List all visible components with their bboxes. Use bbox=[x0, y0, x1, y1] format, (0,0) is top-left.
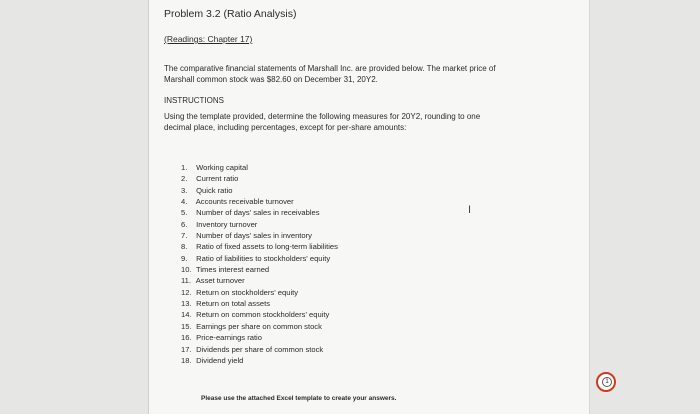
measure-item bbox=[181, 309, 338, 320]
measure-text: Ratio of fixed assets to long-term liabilities bbox=[196, 242, 338, 252]
measure-text: Inventory turnover bbox=[196, 219, 258, 229]
measure-text: Earnings per share on common stock bbox=[196, 321, 322, 331]
measure-text: Return on common stockholders' equity bbox=[196, 310, 330, 320]
measure-text: Return on total assets bbox=[196, 299, 270, 309]
measure-item bbox=[181, 219, 338, 230]
measure-number: 12. bbox=[181, 287, 192, 297]
measure-text: Current ratio bbox=[196, 174, 239, 184]
measure-number: 16. bbox=[181, 333, 192, 343]
measure-number: 11. bbox=[181, 276, 191, 286]
document-page bbox=[148, 0, 590, 414]
page-badge-button[interactable] bbox=[596, 372, 616, 392]
measure-text: Return on stockholders' equity bbox=[196, 287, 299, 297]
measure-number: 2. bbox=[181, 174, 188, 184]
measure-number: 6. bbox=[181, 219, 188, 229]
measure-text: Number of days' sales in receivables bbox=[196, 208, 320, 218]
measure-text: Dividend yield bbox=[196, 355, 244, 365]
measure-text: Asset turnover bbox=[195, 276, 245, 286]
measure-number: 10. bbox=[181, 265, 192, 275]
badge-number: 1 bbox=[602, 377, 612, 387]
intro-paragraph bbox=[164, 63, 564, 85]
measure-item bbox=[181, 162, 338, 173]
measure-item bbox=[181, 332, 338, 343]
measure-number: 1. bbox=[181, 163, 188, 172]
measure-number: 7. bbox=[181, 231, 188, 241]
intro-line-2: Marshall common stock was $82.60 on December 31, 20Y2. bbox=[164, 75, 378, 84]
measure-item bbox=[181, 321, 338, 332]
measure-item bbox=[181, 185, 338, 196]
measures-list bbox=[181, 162, 338, 366]
measure-number: 17. bbox=[181, 344, 192, 354]
measure-number: 9. bbox=[181, 253, 188, 263]
measure-number: 5. bbox=[181, 208, 188, 218]
measure-number: 13. bbox=[181, 299, 192, 309]
measure-text: Dividends per share of common stock bbox=[196, 344, 324, 354]
instructions-line-2: decimal place, including percentages, except for per-share amounts: bbox=[164, 123, 407, 132]
measure-item bbox=[181, 344, 338, 355]
measure-number: 15. bbox=[181, 321, 192, 331]
measure-item bbox=[181, 230, 338, 241]
measure-item bbox=[181, 196, 338, 207]
measure-number: 18. bbox=[181, 355, 192, 365]
measure-item bbox=[181, 355, 338, 366]
measure-item bbox=[181, 207, 338, 218]
measure-item bbox=[181, 173, 338, 184]
measure-item bbox=[181, 241, 338, 252]
measure-item bbox=[181, 298, 338, 309]
intro-line-1: The comparative financial statements of Marshall Inc. are provided below. The market price of bbox=[164, 64, 496, 73]
excel-template-note: Please use the attached Excel template to create your answers. bbox=[201, 395, 397, 402]
page-title: Problem 3.2 (Ratio Analysis) bbox=[164, 8, 297, 20]
measure-number: 3. bbox=[181, 185, 188, 195]
instructions-line-1: Using the template provided, determine the following measures for 20Y2, rounding to one bbox=[164, 112, 481, 121]
measure-number: 4. bbox=[181, 197, 188, 207]
instructions-paragraph bbox=[164, 111, 564, 133]
instructions-heading: INSTRUCTIONS bbox=[164, 96, 224, 105]
measure-text: Working capital bbox=[196, 163, 248, 172]
measure-item bbox=[181, 287, 338, 298]
measure-item bbox=[181, 253, 338, 264]
measure-number: 8. bbox=[181, 242, 188, 252]
measure-number: 14. bbox=[181, 310, 192, 320]
readings-reference: (Readings: Chapter 17) bbox=[164, 34, 253, 44]
measure-item bbox=[181, 264, 338, 275]
measure-text: Quick ratio bbox=[196, 185, 233, 195]
measure-text: Number of days' sales in inventory bbox=[196, 231, 312, 241]
measure-item bbox=[181, 275, 338, 286]
measure-text: Accounts receivable turnover bbox=[195, 197, 294, 207]
text-cursor-icon: I bbox=[468, 204, 472, 216]
measure-text: Ratio of liabilities to stockholders' equity bbox=[196, 253, 331, 263]
measure-text: Price-earnings ratio bbox=[196, 333, 262, 343]
measure-text: Times interest earned bbox=[195, 265, 270, 275]
